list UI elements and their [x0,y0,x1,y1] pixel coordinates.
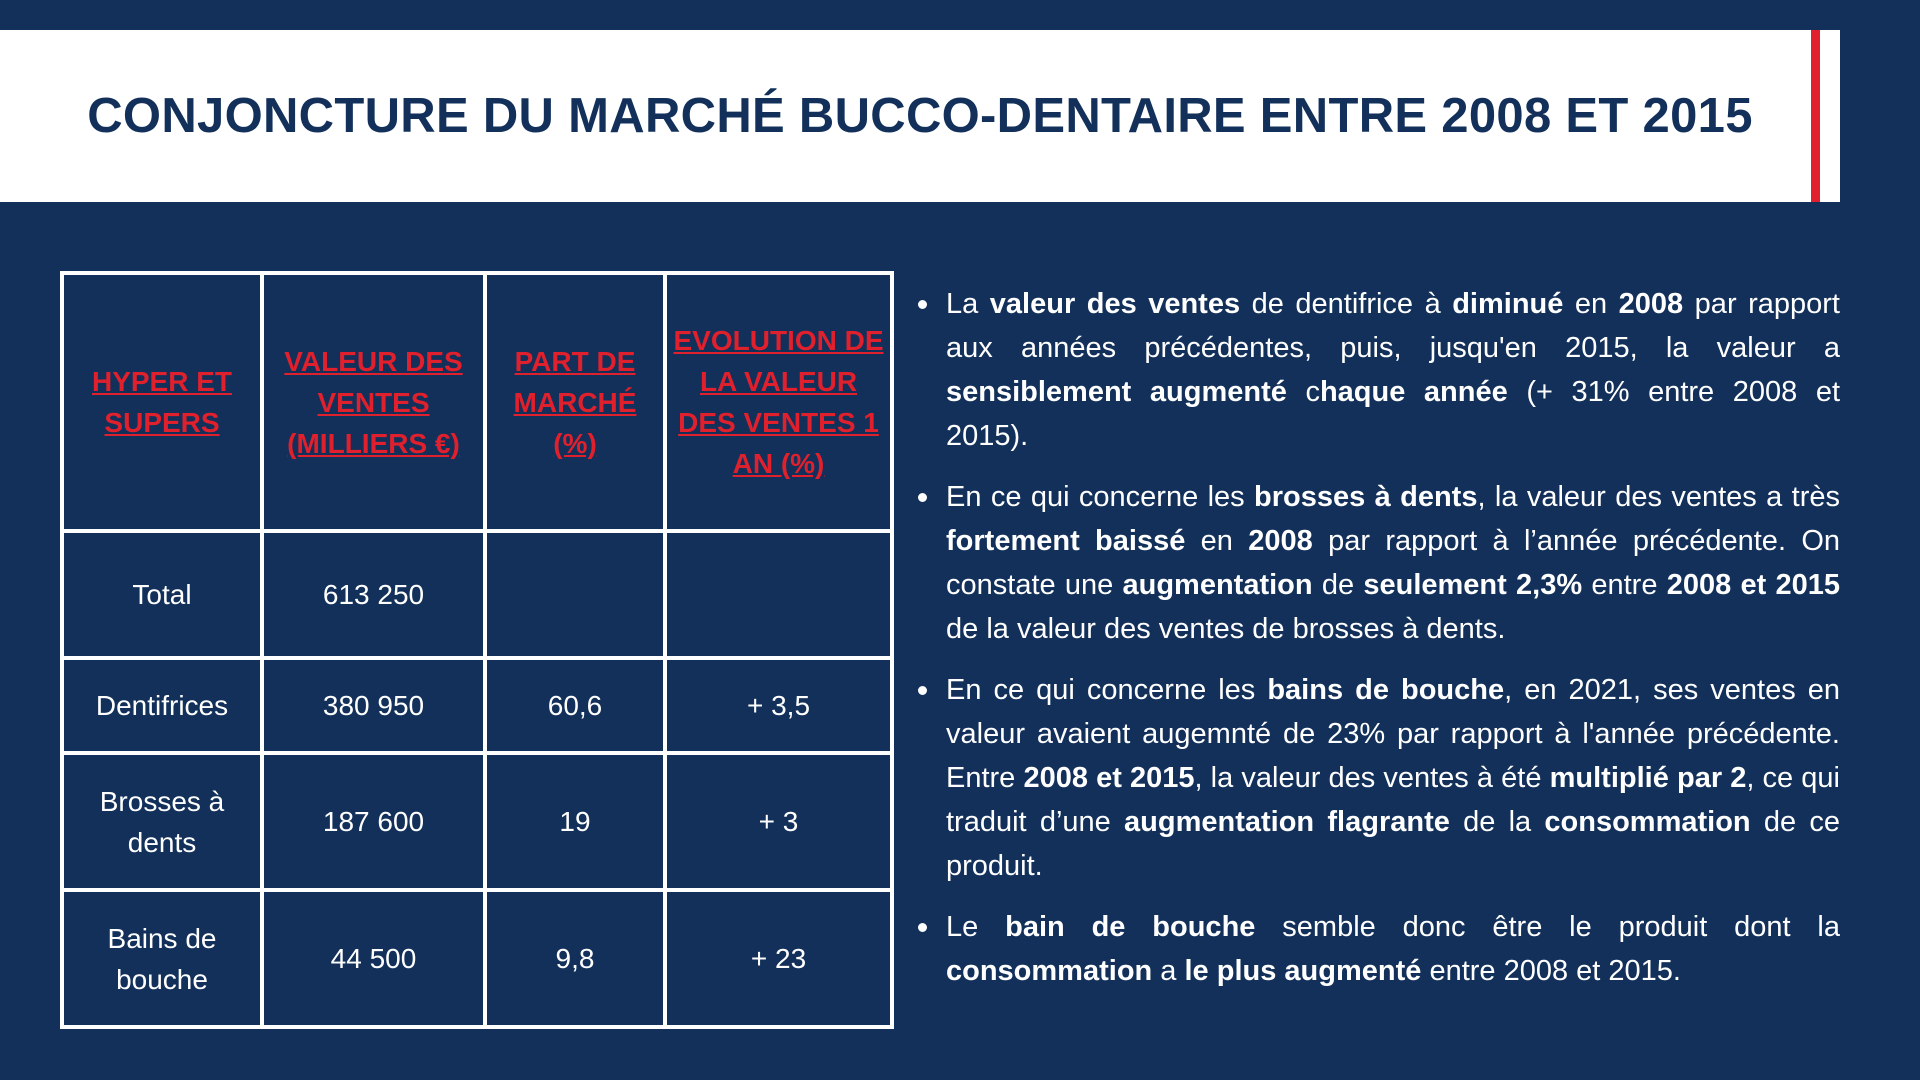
row-part: 9,8 [485,890,665,1027]
bullet-text: en [1185,525,1249,557]
market-table [60,271,894,1029]
bullet-dot-icon [918,686,927,695]
bullet-bold-text: bain de bouche [1005,911,1256,943]
bullet-bold-text: 2008 et 2015 [1666,569,1840,601]
page-title: CONJONCTURE DU MARCHÉ BUCCO-DENTAIRE ENTRE 2008 ET 2015 [87,89,1753,143]
bullet-bold-text: consommation [946,955,1153,987]
row-label: Brosses à dents [62,753,262,890]
bullet-text: La [946,288,990,320]
bullet-text: , la valeur des ventes a très [1477,481,1840,513]
row-label: Bains de bouche [62,890,262,1027]
bullet-text: par rapport aux années précédentes, puis, jusqu'en 2015, la valeur a [946,288,1840,364]
row-label: Dentifrices [62,658,262,753]
row-part: 19 [485,753,665,890]
bullet-text: Le [946,911,1006,943]
bullet-bold-text: diminué [1452,288,1564,320]
bullet-item [918,282,1840,458]
row-valeur: 44 500 [262,890,485,1027]
bullet-bold-text: bains de bouche [1267,674,1505,706]
bullet-bold-text: haque année [1319,376,1508,408]
bullet-text: semble donc être le produit dont la [1255,911,1841,943]
bullet-text: de la valeur des ventes de brosses à dents. [946,613,1506,645]
table-row [62,531,892,658]
header-cell-valeur: VALEUR DES VENTES (MILLIERS €) [262,273,485,531]
bullet-text: , la valeur des ventes à été [1194,762,1550,794]
title-banner [0,30,1840,202]
bullet-bold-text: fortement baissé [946,525,1186,557]
bullet-text: a [1152,955,1185,987]
bullet-text: de dentifrice à [1240,288,1453,320]
bullet-bold-text: 2008 et 2015 [1023,762,1195,794]
bullet-text: En ce qui concerne les [946,481,1255,513]
bullet-item [918,668,1840,888]
table-row [62,753,892,890]
row-evolution: + 3 [665,753,892,890]
table-header-row [62,273,892,531]
row-valeur: 187 600 [262,753,485,890]
bullet-text: entre 2008 et 2015. [1421,955,1681,987]
table-row [62,890,892,1027]
bullet-bold-text: brosses à dents [1254,481,1478,513]
bullet-bold-text: augmentation flagrante [1124,806,1450,838]
bullet-text: de la [1449,806,1545,838]
bullet-text: de ce produit. [946,806,1841,882]
bullet-text: , ce qui traduit d’une [946,762,1840,838]
bullet-text: entre [1582,569,1667,601]
row-part [485,531,665,658]
bullet-dot-icon [918,923,927,932]
bullet-bold-text: augmentation [1122,569,1313,601]
bullet-bold-text: consommation [1544,806,1751,838]
row-valeur: 613 250 [262,531,485,658]
header-cell-segment: HYPER ET SUPERS [62,273,262,531]
row-part: 60,6 [485,658,665,753]
bullet-list [918,282,1840,1010]
bullet-bold-text: multiplié par 2 [1549,762,1747,794]
bullet-item [918,905,1840,993]
header-cell-evolution: EVOLUTION DE LA VALEUR DES VENTES 1 AN (%) [665,273,892,531]
row-label: Total [62,531,262,658]
row-evolution: + 3,5 [665,658,892,753]
bullet-text: En ce qui concerne les [946,674,1268,706]
bullet-text: (+ 31% entre 2008 et 2015). [946,376,1840,452]
bullet-text: , en 2021, ses ventes en valeur avaient augemnté de 23% par rapport à l'année précédente. Entre [946,674,1840,794]
header-cell-part: PART DE MARCHÉ (%) [485,273,665,531]
bullet-dot-icon [918,493,927,502]
bullet-text: en [1563,288,1619,320]
bullet-text: par rapport à l’année précédente. On constate une [946,525,1841,601]
bullet-item [918,475,1840,651]
bullet-bold-text: le plus augmenté [1184,955,1422,987]
bullet-dot-icon [918,300,927,309]
bullet-bold-text: seulement 2,3% [1363,569,1583,601]
row-evolution [665,531,892,658]
bullet-bold-text: 2008 [1618,288,1684,320]
row-evolution: + 23 [665,890,892,1027]
table-row [62,658,892,753]
bullet-text: de [1312,569,1364,601]
bullet-bold-text: sensiblement augmenté [946,376,1287,408]
bullet-text: c [1286,376,1320,408]
title-accent-bar [1811,30,1820,202]
bullet-bold-text: 2008 [1248,525,1313,557]
bullet-bold-text: valeur des ventes [989,288,1241,320]
row-valeur: 380 950 [262,658,485,753]
